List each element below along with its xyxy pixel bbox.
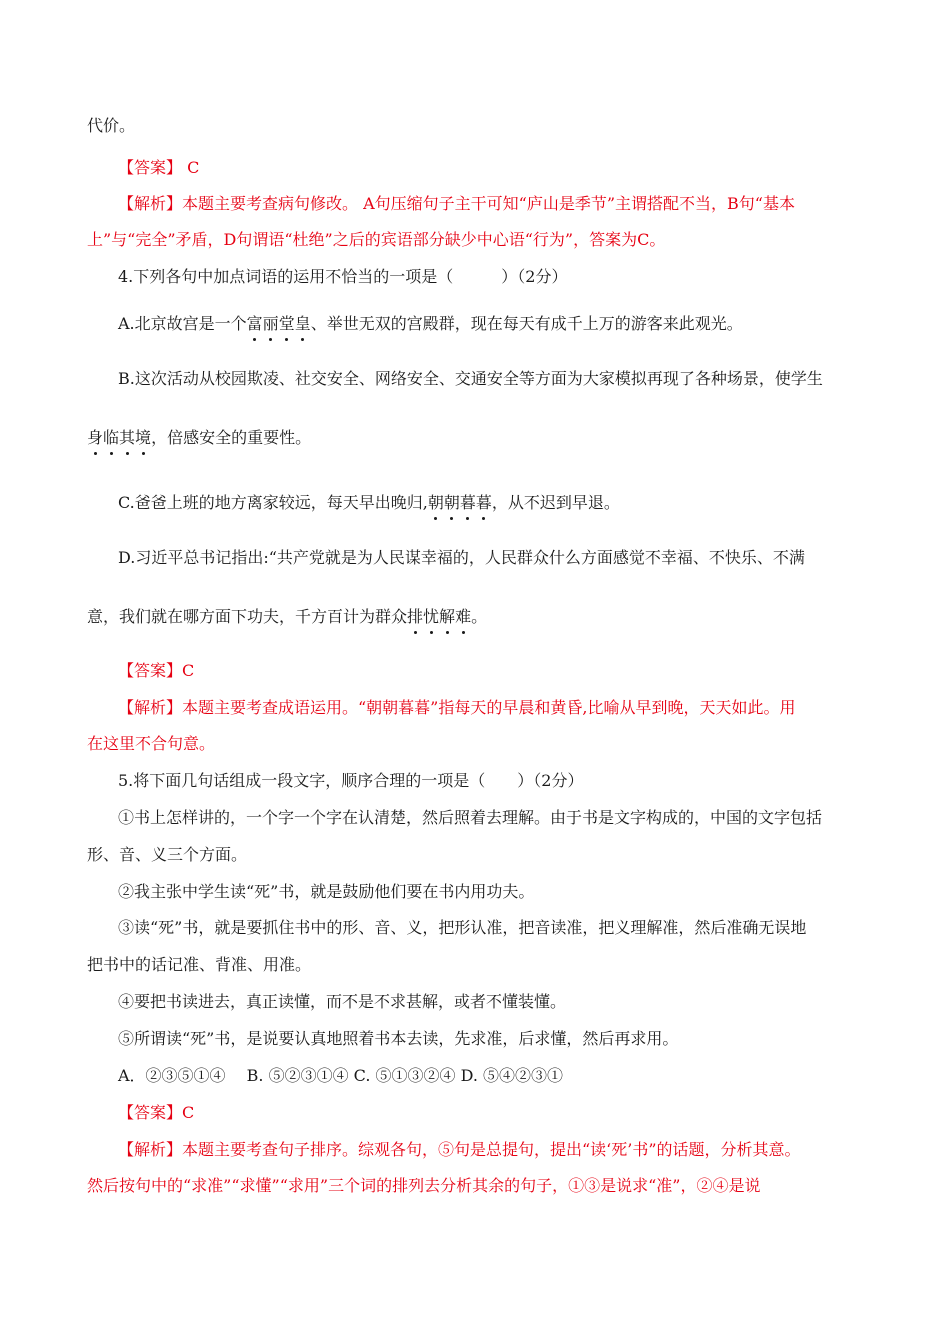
option-text: A.北京故宫是一个 [118,314,247,333]
dotted-char: 其 [119,428,136,447]
analysis-line: 【解析】本题主要考查成语运用。“朝朝暮暮”指每天的早晨和黄昏,比喻从早到晚，天天如此。用 [118,698,796,717]
option-a [0,313,950,335]
sentence-5: ⑤所谓读“死”书，是说要认真地照着书本去读，先求准，后求懂，然后再求用。 [118,1029,679,1048]
analysis-line: 在这里不合句意。 [87,734,216,753]
dotted-char: 朝 [443,493,460,512]
sentence-4: ④要把书读进去，真正读懂，而不是不求甚解，或者不懂装懂。 [118,992,567,1011]
dotted-char: 皇 [294,314,311,333]
question-stem: 4.下列各句中加点词语的运用不恰当的一项是（ ）（2分） [118,267,568,286]
option-text: 。 [471,607,488,626]
question-stem: 5.将下面几句话组成一段文字，顺序合理的一项是（ ）（2分） [118,771,584,790]
dotted-char: 解 [439,607,456,626]
analysis-line: 【解析】本题主要考查句子排序。综观各句，⑤句是总提句，提出“读‘死’书”的话题，分析其意。 [118,1140,801,1159]
dotted-char: 忧 [423,607,440,626]
option-d: D.习近平总书记指出:“共产党就是为人民谋幸福的，人民群众什么方面感觉不幸福、不快乐、不满 [118,548,805,567]
dotted-char: 朝 [427,493,444,512]
dotted-char: 排 [407,607,424,626]
analysis-line: 上”与“完全”矛盾，D句谓语“杜绝”之后的宾语部分缺少中心语“行为”，答案为C。 [87,230,666,249]
option-b: B.这次活动从校园欺凌、社交安全、网络安全、交通安全等方面为大家模拟再现了各种场景，使学生 [118,369,823,388]
sentence-2: ②我主张中学生读“死”书，就是鼓励他们要在书内用功夫。 [118,882,535,901]
option-b-cont [0,427,950,449]
sentence-1: ①书上怎样讲的，一个字一个字在认清楚，然后照着去理解。由于书是文字构成的，中国的文字包括 [118,808,823,827]
option-d-cont [0,606,950,628]
dotted-char: 身 [87,428,104,447]
answer-line: 【答案】C [118,661,195,680]
option-text: ，从不迟到早退。 [491,493,620,512]
dotted-char: 难 [455,607,472,626]
dotted-char: 富 [246,314,263,333]
sentence-1-cont: 形、音、义三个方面。 [87,845,248,864]
analysis-line: 然后按句中的“求准”“求懂”“求用”三个词的排列去分析其余的句子，①③是说求“准”，②④是说 [87,1176,761,1195]
dotted-char: 堂 [278,314,295,333]
option-text: ，倍感安全的重要性。 [151,428,312,447]
text-line: 代价。 [87,116,136,135]
option-text: C.爸爸上班的地方离家较远，每天早出晚归, [118,493,428,512]
answer-options: A．②③⑤①④ B. ⑤②③①④ C. ⑤①③②④ D. ⑤④②③① [118,1066,564,1085]
answer-line: 【答案】C [118,1103,195,1122]
dotted-char: 暮 [459,493,476,512]
sentence-3: ③读“死”书，就是要抓住书中的形、音、义，把形认准，把音读准，把义理解准，然后准确无误地 [118,918,807,937]
analysis-line: 【解析】本题主要考查病句修改。 A句压缩句子主干可知“庐山是季节”主谓搭配不当，B句“基本 [118,194,795,213]
dotted-char: 暮 [475,493,492,512]
dotted-char: 丽 [262,314,279,333]
sentence-3-cont: 把书中的话记准、背准、用准。 [87,955,312,974]
option-text: 、举世无双的宫殿群，现在每天有成千上万的游客来此观光。 [310,314,743,333]
answer-line: 【答案】 C [118,158,200,177]
option-text: 意，我们就在哪方面下功夫，千方百计为群众 [87,607,408,626]
dotted-char: 临 [103,428,120,447]
dotted-char: 境 [135,428,152,447]
option-c [0,492,950,514]
